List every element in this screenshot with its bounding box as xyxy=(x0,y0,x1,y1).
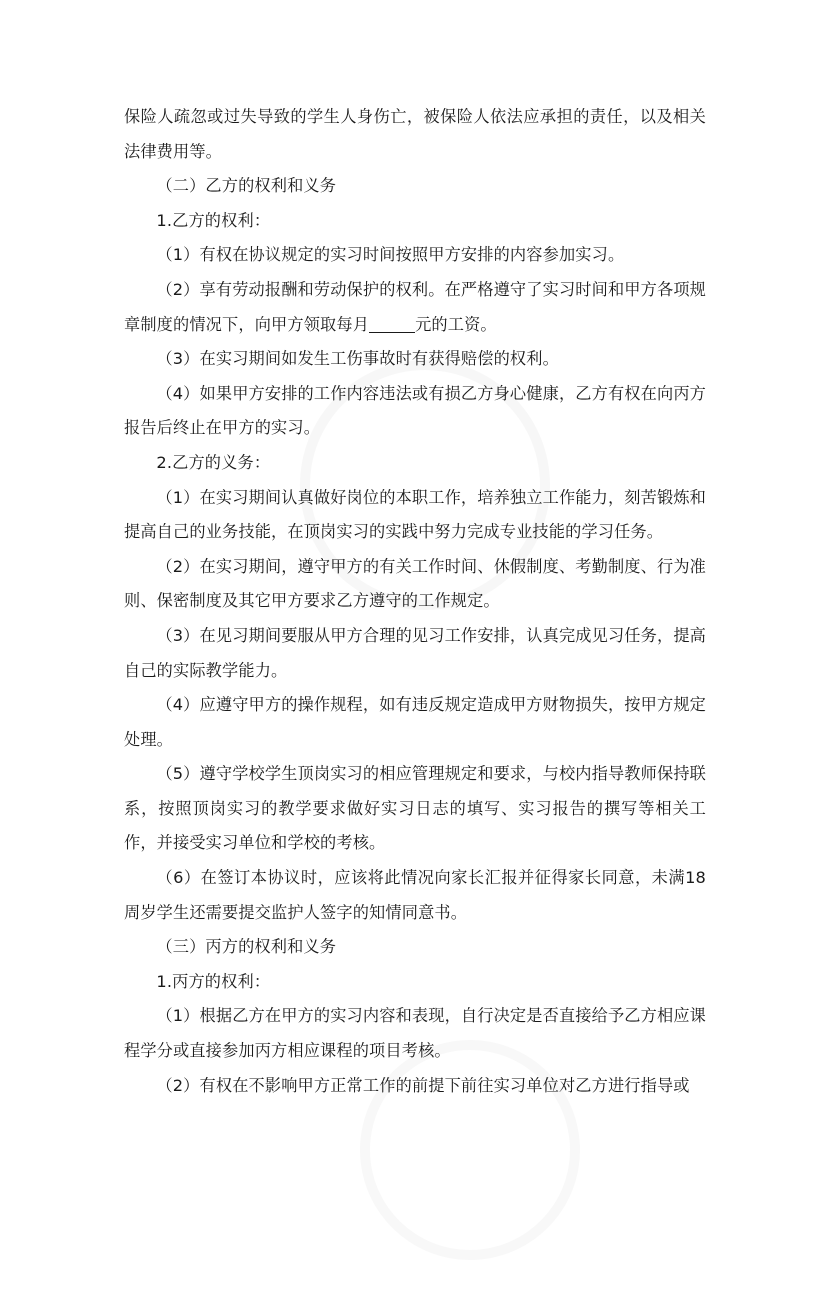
subheading-party-c-rights: 1.丙方的权利： xyxy=(156,971,271,991)
party-b-right-2-text: （2）享有劳动报酬和劳动保护的权利。在严格遵守了实习时间和甲方各项规章制度的情况下，向甲方领取每月 xyxy=(124,279,706,334)
section-heading-party-c: （三）丙方的权利和义务 xyxy=(156,937,337,957)
paragraph-insurance-liability: 保险人疏忽或过失导致的学生人身伤亡，被保险人依法应承担的责任，以及相关法律费用等。 xyxy=(124,107,706,161)
party-b-duty-5: （5）遵守学校学生顶岗实习的相应管理规定和要求，与校内指导教师保持联系，按照顶岗实习的教学要求做好实习日志的填写、实习报告的撰写等相关工作，并接受实习单位和学校的考核。 xyxy=(124,764,706,853)
party-b-right-2-suffix: 元的工资。 xyxy=(415,314,497,334)
party-b-duty-3: （3）在见习期间要服从甲方合理的见习工作安排，认真完成见习任务，提高自己的实际教学能力。 xyxy=(124,625,706,680)
party-b-right-3: （3）在实习期间如发生工伤事故时有获得赔偿的权利。 xyxy=(156,349,559,369)
party-b-right-2 xyxy=(124,273,706,342)
subheading-party-b-duties: 2.乙方的义务： xyxy=(156,452,271,472)
party-b-right-4: （4）如果甲方安排的工作内容违法或有损乙方身心健康，乙方有权在向丙方报告后终止在甲方的实习。 xyxy=(124,383,706,438)
party-b-duty-6: （6）在签订本协议时，应该将此情况向家长汇报并征得家长同意，未满18周岁学生还需要提交监护人签字的知情同意书。 xyxy=(124,868,706,922)
document-body xyxy=(124,100,706,1103)
party-c-right-1: （1）根据乙方在甲方的实习内容和表现，自行决定是否直接给予乙方相应课程学分或直接参加丙方相应课程的项目考核。 xyxy=(124,1006,706,1061)
party-b-duty-2: （2）在实习期间，遵守甲方的有关工作时间、休假制度、考勤制度、行为准则、保密制度及其它甲方要求乙方遵守的工作规定。 xyxy=(124,556,706,611)
section-heading-party-b: （二）乙方的权利和义务 xyxy=(156,176,337,196)
party-b-right-1: （1）有权在协议规定的实习时间按照甲方安排的内容参加实习。 xyxy=(156,245,625,265)
subheading-party-b-rights: 1.乙方的权利： xyxy=(156,210,271,230)
party-b-duty-1: （1）在实习期间认真做好岗位的本职工作，培养独立工作能力，刻苦锻炼和提高自己的业务技能，在顶岗实习的实践中努力完成专业技能的学习任务。 xyxy=(124,487,706,542)
salary-blank-line xyxy=(369,314,415,333)
party-c-right-2: （2）有权在不影响甲方正常工作的前提下前往实习单位对乙方进行指导或 xyxy=(156,1075,690,1095)
party-b-duty-4: （4）应遵守甲方的操作规程，如有违反规定造成甲方财物损失，按甲方规定处理。 xyxy=(124,695,706,749)
